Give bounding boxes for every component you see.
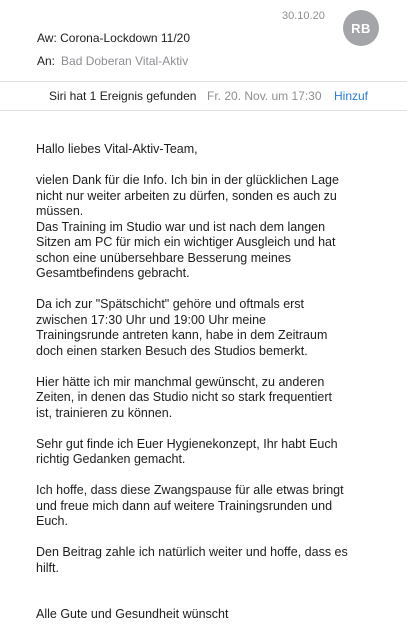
recipient-name[interactable]: Bad Doberan Vital-Aktiv <box>61 54 189 68</box>
message-header <box>0 0 407 80</box>
closing-line: Alle Gute und Gesundheit wünscht <box>36 607 229 621</box>
siri-divider <box>0 110 407 111</box>
message-subject <box>37 31 190 45</box>
body-paragraph-5: Ich hoffe, dass diese Zwangspause für alle etwas bringt und freue mich dann auf weitere Trainingsrunden und Euch. <box>36 483 344 528</box>
siri-add-button[interactable]: Hinzuf <box>334 89 369 103</box>
body-paragraph-1: vielen Dank für die Info. Ich bin in der glücklichen Lage nicht nur weiter arbeiten zu dürfen, sonden es auch zu müssen. Das Training im Studio war und ist nach dem langen Sitzen am PC für mich ein wichtiger Ausgleich und hat schon eine unübersehbare Besserung meines Gesamtbefindens gebracht. <box>36 173 339 280</box>
recipient-row <box>37 54 188 68</box>
siri-suggestion-bar <box>0 82 407 110</box>
siri-suggestion-text: Siri hat 1 Ereignis gefunden <box>49 89 197 103</box>
siri-event-date: Fr. 20. Nov. um 17:30 <box>207 89 322 103</box>
message-date: 30.10.20 <box>282 10 325 22</box>
message-body <box>36 142 386 638</box>
recipient-label: An: <box>37 54 56 68</box>
sender-avatar[interactable]: RB <box>343 10 379 46</box>
body-paragraph-3: Hier hätte ich mir manchmal gewünscht, zu anderen Zeiten, in denen das Studio nicht so stark frequentiert ist, trainieren zu können. <box>36 374 333 420</box>
subject-prefix: Aw: <box>37 31 57 45</box>
body-paragraph-4: Sehr gut finde ich Euer Hygienekonzept, Ihr habt Euch richtig Gedanken gemacht. <box>36 436 338 466</box>
body-paragraph-6: Den Beitrag zahle ich natürlich weiter und hoffe, dass es hilft. <box>36 545 348 575</box>
subject-text: Corona-Lockdown 11/20 <box>60 31 191 45</box>
greeting-paragraph: Hallo liebes Vital-Aktiv-Team, <box>36 142 198 156</box>
body-paragraph-2: Da ich zur "Spätschicht" gehöre und oftmals erst zwischen 17:30 Uhr und 19:00 Uhr meine Trainingsrunde antreten kann, habe in dem Zeitraum doch einen starken Besuch des Studios bemerkt. <box>36 297 328 358</box>
